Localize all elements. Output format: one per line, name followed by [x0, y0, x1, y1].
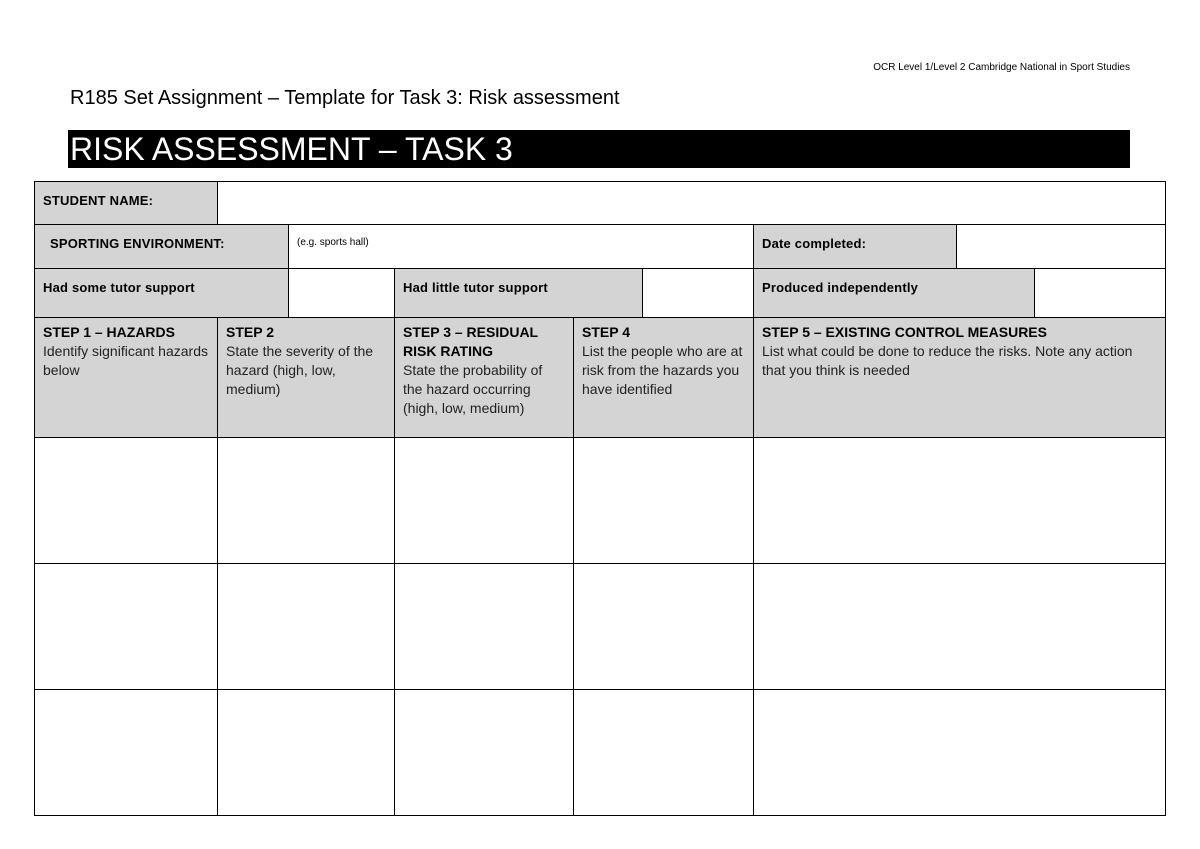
table-row-1-step-1[interactable] — [35, 438, 218, 564]
step-5-header — [754, 318, 1165, 438]
produced-independently-checkbox[interactable] — [1035, 269, 1165, 318]
table-row-2-step-2[interactable] — [218, 564, 395, 690]
table-row-2-step-5[interactable] — [754, 564, 1165, 690]
produced-independently-label: Produced independently — [754, 269, 1035, 318]
student-name-field[interactable] — [218, 182, 1165, 225]
table-row-1-step-3[interactable] — [395, 438, 574, 564]
date-completed-label: Date completed: — [754, 225, 957, 269]
date-completed-field[interactable] — [957, 225, 1165, 269]
table-row-1-step-5[interactable] — [754, 438, 1165, 564]
step-1-header — [35, 318, 218, 438]
table-row-3-step-1[interactable] — [35, 690, 218, 815]
step-2-header — [218, 318, 395, 438]
sporting-environment-field[interactable]: (e.g. sports hall) — [289, 225, 754, 269]
step-4-header — [574, 318, 754, 438]
table-row-2-step-1[interactable] — [35, 564, 218, 690]
step-3-title: STEP 3 – RESIDUAL RISK RATING — [403, 324, 538, 359]
little-tutor-support-checkbox[interactable] — [643, 269, 754, 318]
step-5-title: STEP 5 – EXISTING CONTROL MEASURES — [762, 324, 1047, 340]
table-row-3-step-4[interactable] — [574, 690, 754, 815]
step-3-description: State the probability of the hazard occurring (high, low, medium) — [403, 361, 543, 416]
student-name-label: STUDENT NAME: — [35, 182, 218, 225]
table-row-1-step-2[interactable] — [218, 438, 395, 564]
step-1-description: Identify significant hazards below — [43, 342, 208, 378]
some-tutor-support-checkbox[interactable] — [289, 269, 395, 318]
step-4-title: STEP 4 — [582, 324, 630, 340]
table-row-3-step-5[interactable] — [754, 690, 1165, 815]
step-2-title: STEP 2 — [226, 324, 274, 340]
step-5-description: List what could be done to reduce the risks. Note any action that you think is needed — [762, 342, 1133, 378]
table-row-2-step-3[interactable] — [395, 564, 574, 690]
table-row-1-step-4[interactable] — [574, 438, 754, 564]
little-tutor-support-label: Had little tutor support — [395, 269, 643, 318]
step-1-title: STEP 1 – HAZARDS — [43, 324, 175, 340]
document-title: R185 Set Assignment – Template for Task 3: Risk assessment — [70, 87, 620, 109]
page-banner: RISK ASSESSMENT – TASK 3 — [68, 130, 1130, 168]
step-3-header — [395, 318, 574, 438]
table-row-3-step-3[interactable] — [395, 690, 574, 815]
qualification-label: OCR Level 1/Level 2 Cambridge National in Sport Studies — [873, 62, 1130, 73]
sporting-environment-label: SPORTING ENVIRONMENT: — [35, 225, 289, 269]
risk-assessment-form — [34, 181, 1166, 816]
table-row-2-step-4[interactable] — [574, 564, 754, 690]
step-2-description: State the severity of the hazard (high, low, medium) — [226, 342, 374, 397]
some-tutor-support-label: Had some tutor support — [35, 269, 289, 318]
table-row-3-step-2[interactable] — [218, 690, 395, 815]
step-4-description: List the people who are at risk from the hazards you have identified — [582, 342, 743, 397]
